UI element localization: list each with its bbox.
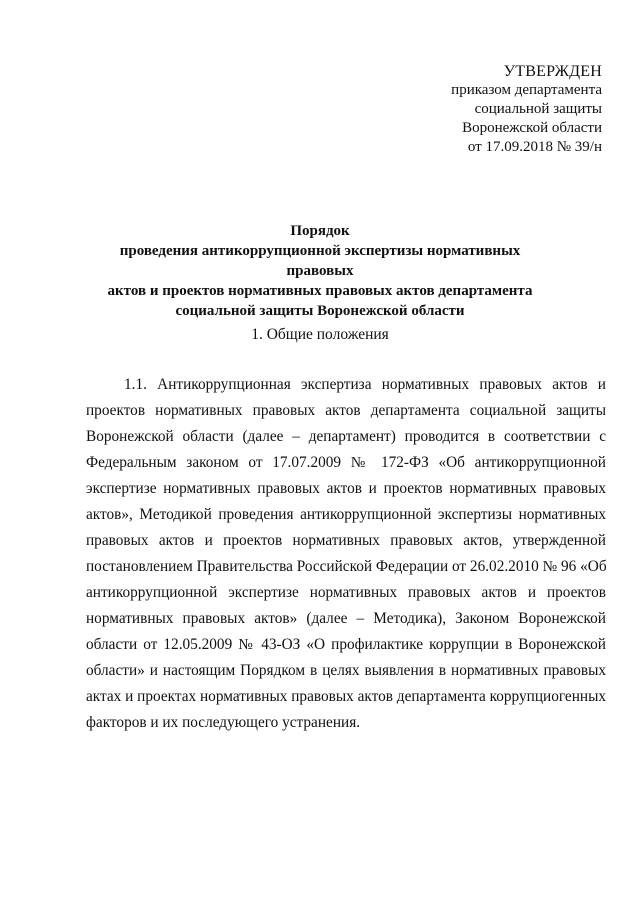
title-line-1: Порядок: [290, 223, 350, 239]
paragraph-line: Воронежской области (далее – департамент) проводится в соответствии с: [86, 428, 606, 445]
title-line-3: актов и проектов нормативных правовых актов департамента: [107, 283, 533, 299]
paragraph-line: антикоррупционной экспертизе нормативных правовых актов и проектов: [86, 584, 606, 601]
approval-line-order: приказом департамента: [451, 82, 602, 98]
section-heading: 1. Общие положения: [251, 326, 389, 343]
paragraph-line: экспертизе нормативных правовых актов и проектов нормативных правовых: [86, 480, 606, 497]
approved-heading: УТВЕРЖДЕН: [503, 63, 602, 80]
document-title: [90, 221, 550, 321]
paragraph-line: актов», Методикой проведения антикоррупционной экспертизы нормативных: [86, 506, 606, 523]
paragraph-line: актах и проектах нормативных правовых актов департамента коррупциогенных: [86, 688, 607, 705]
paragraph-line: области» и настоящим Порядком в целях выявления в нормативных правовых: [86, 662, 606, 679]
approval-line-department: социальной защиты: [474, 101, 602, 117]
paragraph-line: постановлением Правительства Российской Федерации от 26.02.2010 № 96 «Об: [86, 558, 607, 575]
paragraph-line: факторов и их последующего устранения.: [86, 714, 361, 731]
paragraph-line: нормативных правовых актов» (далее – Методика), Законом Воронежской: [86, 610, 606, 627]
title-line-4: социальной защиты Воронежской области: [175, 303, 465, 319]
paragraph-1-1: [86, 372, 606, 736]
approval-line-date-number: от 17.09.2018 № 39/н: [467, 139, 602, 155]
approval-line-region: Воронежской области: [462, 120, 602, 136]
paragraph-line: 1.1. Антикоррупционная экспертиза нормативных правовых актов и: [124, 376, 606, 393]
paragraph-line: правовых актов и проектов нормативных правовых актов, утвержденной: [86, 532, 606, 549]
paragraph-line: проектов нормативных правовых актов департамента социальной защиты: [86, 402, 606, 419]
title-line-2: проведения антикоррупционной экспертизы нормативных правовых: [119, 243, 521, 279]
paragraph-line: Федеральным законом от 17.07.2009 № 172-ФЗ «Об антикоррупционной: [86, 454, 606, 471]
paragraph-line: области от 12.05.2009 № 43-ОЗ «О профилактике коррупции в Воронежской: [86, 636, 606, 653]
approval-stamp: [342, 62, 602, 157]
